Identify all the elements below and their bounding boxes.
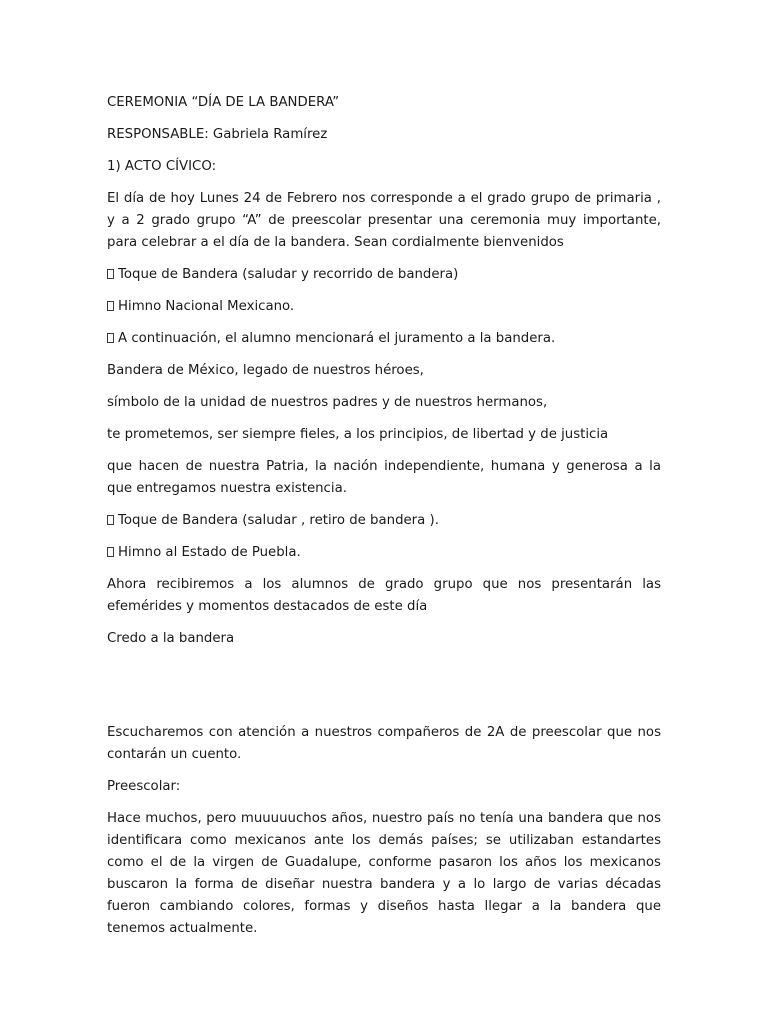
intro-paragraph: El día de hoy Lunes 24 de Febrero nos corresponde a el grado grupo de primaria , y a 2 grado grupo “A” de preescolar presentar una ceremonia muy importante, para celebrar a el día de la bandera. Sean cordialmente bienvenidos xyxy=(107,191,661,250)
story-paragraph: Hace muchos, pero muuuuuchos años, nuestro país no tenía una bandera que nos identificara como mexicanos ante los demás países; se utilizaban estandartes como el de la virgen de Guadalupe, conforme pasaron los años los mexicanos buscaron la forma de diseñar nuestra bandera y a lo largo de varias décadas fueron cambiando colores, formas y diseños hasta llegar a la bandera que tenemos actualmente. xyxy=(107,811,661,936)
missing-glyph-bullet-icon xyxy=(107,269,114,279)
oath-line: símbolo de la unidad de nuestros padres y de nuestros hermanos, xyxy=(107,395,548,410)
missing-glyph-bullet-icon xyxy=(107,301,114,311)
credo-line: Credo a la bandera xyxy=(107,631,235,646)
efemerides-paragraph: Ahora recibiremos a los alumnos de grado grupo que nos presentarán las efemérides y momentos destacados de este día xyxy=(107,577,661,614)
bullet-item xyxy=(107,264,661,286)
bullet-text: Toque de Bandera (saludar , retiro de bandera ). xyxy=(118,513,439,528)
bullet-item xyxy=(107,542,661,564)
missing-glyph-bullet-icon xyxy=(107,515,114,525)
bullet-text: Himno al Estado de Puebla. xyxy=(118,545,301,560)
document-title: CEREMONIA “DÍA DE LA BANDERA” xyxy=(107,95,340,110)
missing-glyph-bullet-icon xyxy=(107,333,114,343)
bullet-item xyxy=(107,510,661,532)
bullet-text: A continuación, el alumno mencionará el juramento a la bandera. xyxy=(118,331,556,346)
blank-space xyxy=(107,660,661,722)
missing-glyph-bullet-icon xyxy=(107,547,114,557)
oath-line: Bandera de México, legado de nuestros héroes, xyxy=(107,363,424,378)
document-page xyxy=(107,92,661,950)
bullet-text: Toque de Bandera (saludar y recorrido de bandera) xyxy=(118,267,459,282)
preescolar-label: Preescolar: xyxy=(107,779,181,794)
oath-line: te prometemos, ser siempre fieles, a los principios, de libertad y de justicia xyxy=(107,427,609,442)
bullet-text: Himno Nacional Mexicano. xyxy=(118,299,295,314)
bullet-item xyxy=(107,328,661,350)
bullet-item xyxy=(107,296,661,318)
responsable-line: RESPONSABLE: Gabriela Ramírez xyxy=(107,127,328,142)
section-heading: 1) ACTO CÍVICO: xyxy=(107,159,217,174)
oath-line: que hacen de nuestra Patria, la nación independiente, humana y generosa a la que entregamos nuestra existencia. xyxy=(107,459,661,496)
escucharemos-paragraph: Escucharemos con atención a nuestros compañeros de 2A de preescolar que nos contarán un cuento. xyxy=(107,725,661,762)
